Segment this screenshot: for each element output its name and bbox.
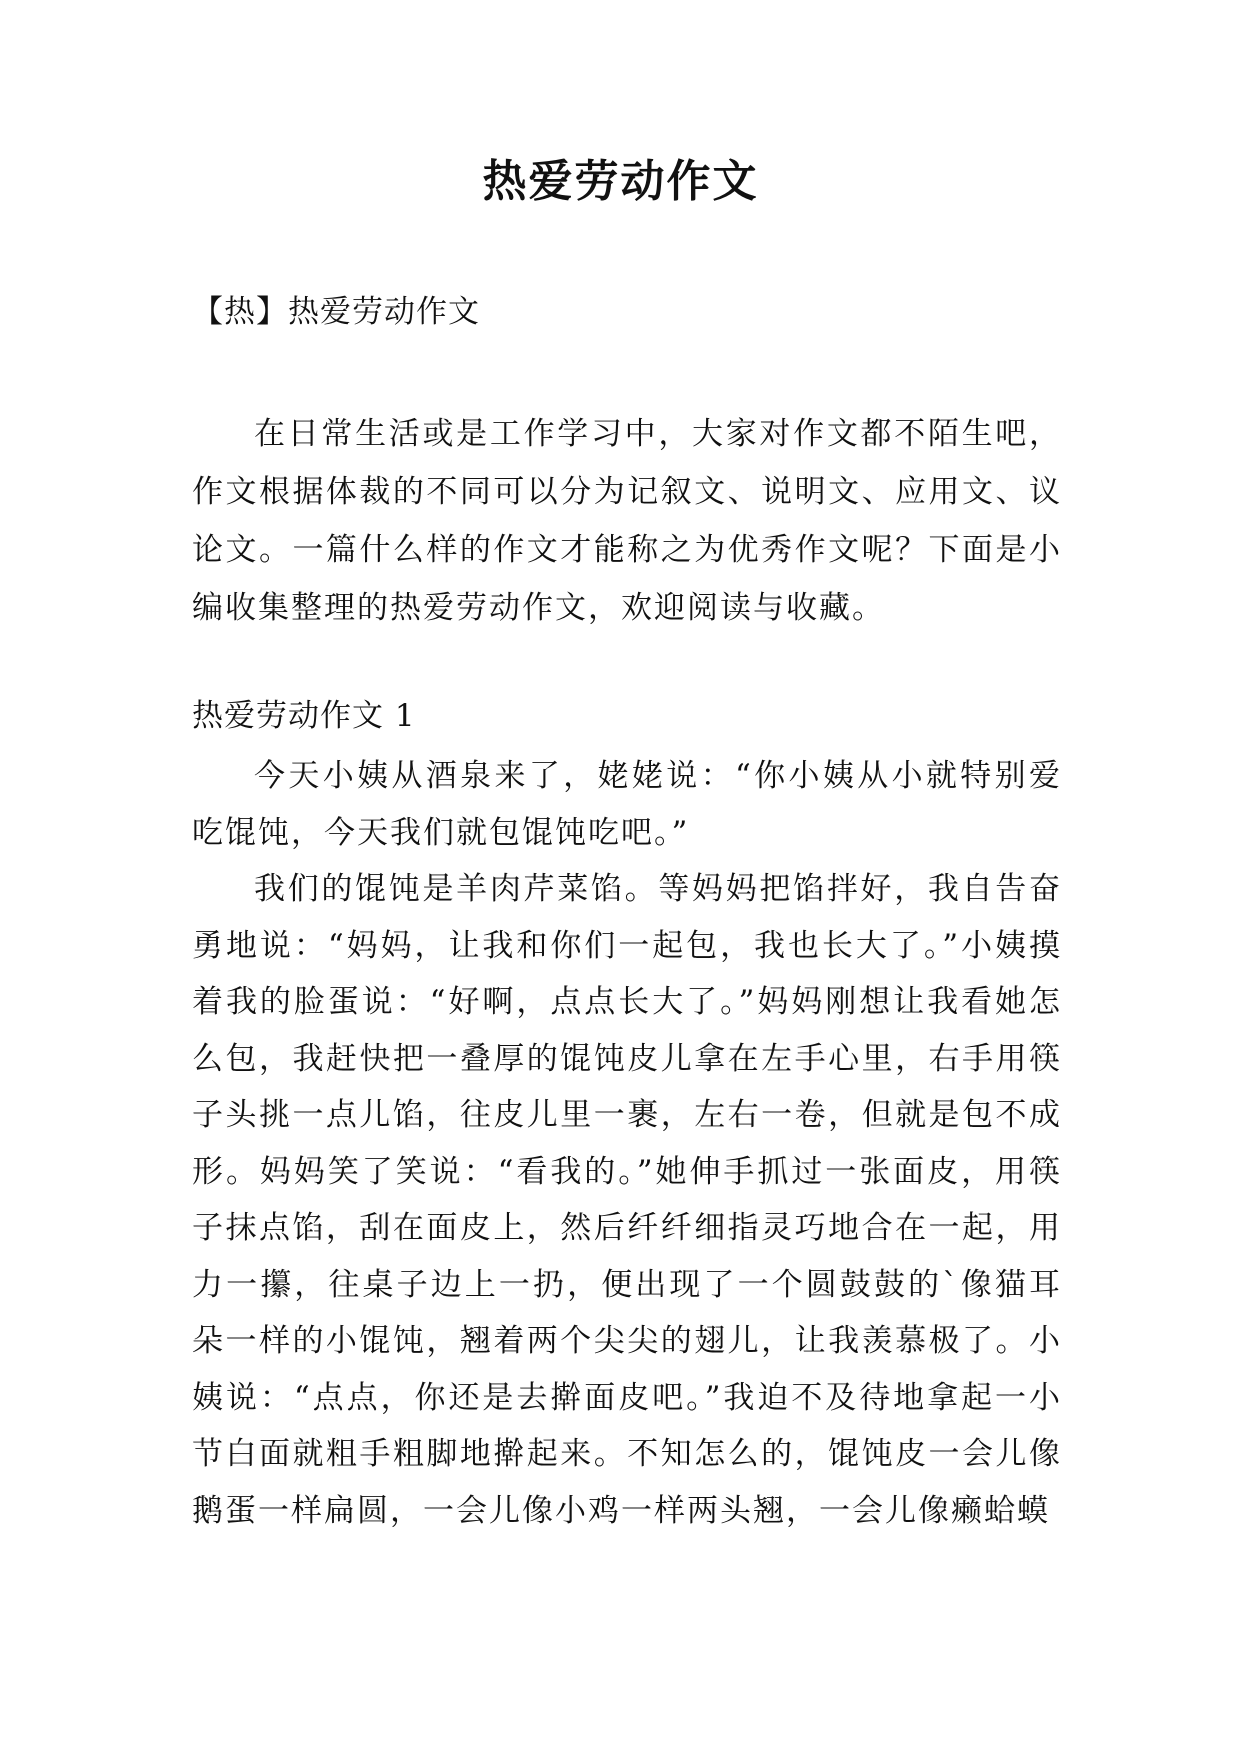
intro-paragraph: 在日常生活或是工作学习中，大家对作文都不陌生吧，作文根据体裁的不同可以分为记叙文、说明文、应用文、议论文。一篇什么样的作文才能称之为优秀作文呢？下面是小编收集整理的热爱劳动作文，欢迎阅读与收藏。 — [192, 416, 1062, 626]
document-subtitle: 【热】热爱劳动作文 — [192, 294, 480, 330]
document-title: 热爱劳动作文 — [482, 156, 759, 207]
section-heading: 热爱劳动作文 1 — [192, 698, 416, 734]
essay-paragraph: 我们的馄饨是羊肉芹菜馅。等妈妈把馅拌好，我自告奋勇地说：“妈妈，让我和你们一起包，我也长大了。”小姨摸着我的脸蛋说：“好啊，点点长大了。”妈妈刚想让我看她怎么包，我赶快把一叠厚的馄饨皮儿拿在左手心里，右手用筷子头挑一点儿馅，往皮儿里一裹，左右一卷，但就是包不成形。妈妈笑了笑说：“看我的。”她伸手抓过一张面皮，用筷子抹点馅，刮在面皮上，然后纤纤细指灵巧地合在一起，用力一攥，往桌子边上一扔，便出现了一个圆鼓鼓的`像猫耳朵一样的小馄饨，翘着两个尖尖的翅儿，让我羡慕极了。小姨说：“点点，你还是去擀面皮吧。”我迫不及待地拿起一小节白面就粗手粗脚地擀起来。不知怎么的，馄饨皮一会儿像鹅蛋一样扁圆，一会儿像小鸡一样两头翘，一会儿像癞蛤蟆 — [192, 871, 1062, 1529]
essay-body — [192, 748, 1062, 1539]
essay-paragraph: 今天小姨从酒泉来了，姥姥说：“你小姨从小就特别爱吃馄饨，今天我们就包馄饨吃吧。” — [192, 758, 1062, 851]
